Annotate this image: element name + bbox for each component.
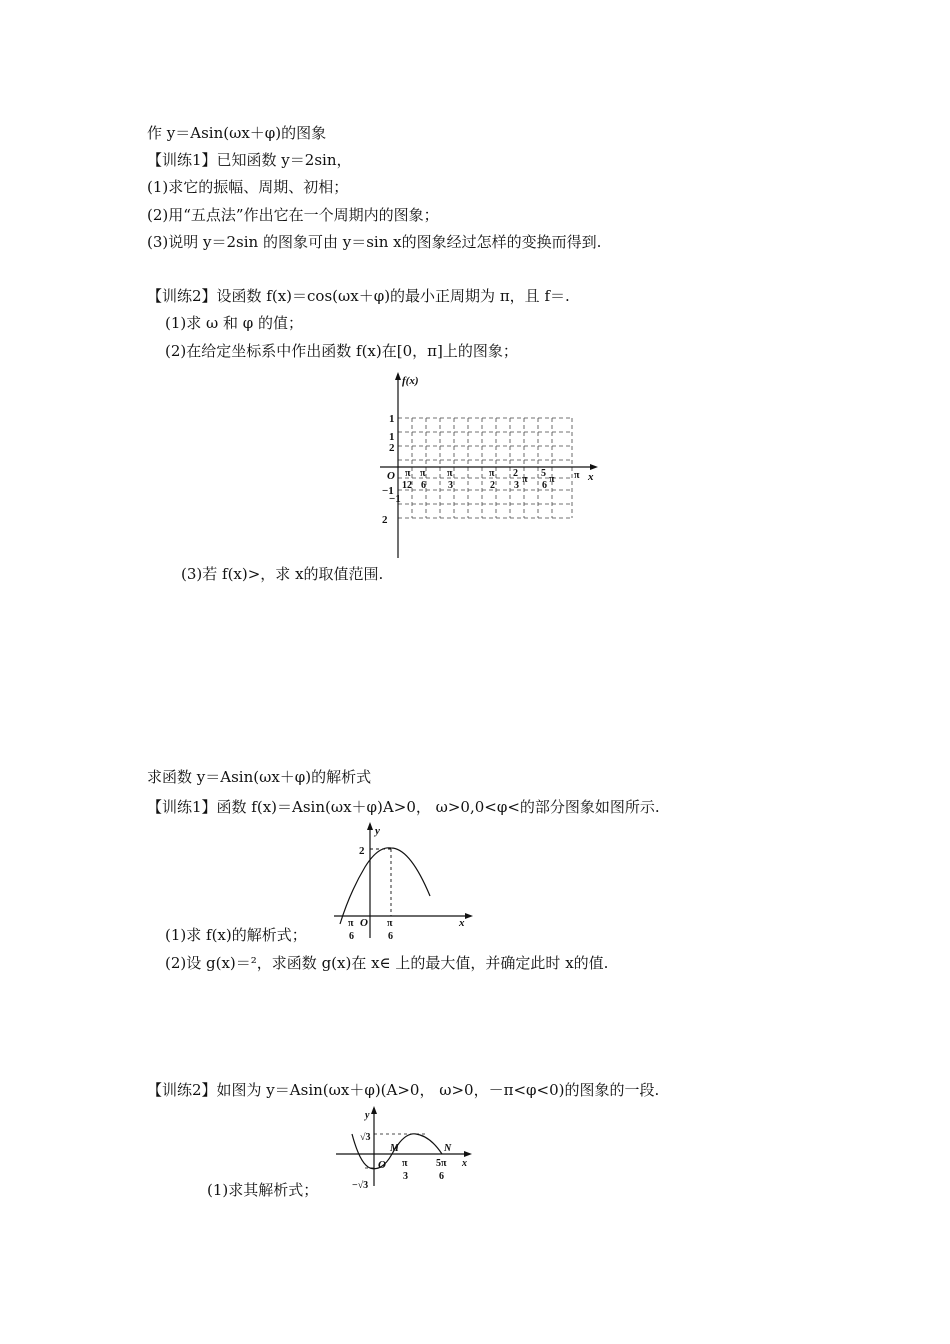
y-tick-neg-1: 2: [382, 514, 388, 526]
fig1-y-arrow: [367, 822, 373, 830]
x-tick-pi-6-bottom: 6: [421, 480, 426, 491]
fig2-x-arrow: [464, 1151, 472, 1157]
fig2-n-label-bottom: 6: [439, 1171, 444, 1182]
x-tick-2pi-3-top: 2: [513, 468, 518, 479]
axes: [380, 374, 594, 558]
x-tick-pi: π: [574, 470, 580, 481]
x-tick-pi-12-top: π: [405, 468, 411, 479]
fig1-x-arrow: [465, 913, 473, 919]
y-tick-neg-half-denominator: −1: [389, 493, 401, 505]
x-tick-pi-2-top: π: [489, 468, 495, 479]
x-axis-arrow: [590, 464, 598, 470]
x-tick-pi-2-bottom: 2: [490, 480, 495, 491]
fig2-x-label: x: [462, 1158, 467, 1169]
fig2-origin: O: [378, 1159, 386, 1171]
y-tick-1: 1: [389, 413, 395, 425]
y-axis-label: f(x): [402, 375, 419, 387]
coordinate-grid-figure: [372, 370, 604, 562]
x-axis-label: x: [588, 471, 594, 483]
y-axis-arrow: [395, 372, 401, 380]
sine-graph-figure-2: [330, 1106, 476, 1188]
x-tick-5pi-6-bottom: 6: [542, 480, 547, 491]
fig1-y-tick: 2: [359, 845, 365, 857]
section-heading-1: 作 y＝Asin(ωx＋φ)的图象: [147, 124, 327, 142]
origin-label: O: [387, 470, 395, 482]
fig2-m-label-bottom: 3: [403, 1171, 408, 1182]
x-tick-pi-12-bottom: 12: [402, 480, 412, 491]
y-tick-neg-half-numerator: −1: [382, 485, 394, 497]
x-tick-pi-3-top: π: [447, 468, 453, 479]
fig1-pos-label-bottom: 6: [388, 931, 393, 942]
exercise-4-question-1: (1)求其解析式；: [207, 1181, 319, 1199]
x-tick-pi-6-top: π: [420, 468, 426, 479]
fig2-m-label-top: π: [402, 1158, 408, 1169]
x-tick-5pi-6-pi: π: [549, 474, 555, 485]
fig2-n-label-top: 5π: [436, 1158, 447, 1169]
y-tick-half-denominator: 2: [389, 442, 395, 454]
sine-graph-figure-1: [330, 822, 476, 942]
exercise-3-question-2: (2)设 g(x)＝²，求函数 g(x)在 x∈ 上的最大值，并确定此时 x的值.: [165, 954, 609, 972]
fig1-y-label: y: [375, 825, 380, 837]
fig2-y-label: y: [365, 1110, 370, 1121]
fig2-sqrt-bottom: −√3: [352, 1180, 369, 1188]
y-tick-half-numerator: 1: [389, 431, 395, 443]
exercise-3-title: 【训练1】函数 f(x)＝Asin(ωx＋φ)A>0， ω>0,0<φ<的部分图象如图所示.: [147, 798, 660, 816]
fig2-point-m: M: [390, 1143, 399, 1154]
exercise-1-question-1: (1)求它的振幅、周期、初相；: [147, 178, 349, 196]
x-tick-5pi-6-top: 5: [541, 468, 546, 479]
section-heading-2: 求函数 y＝Asin(ωx＋φ)的解析式: [147, 768, 372, 786]
exercise-3-question-1: (1)求 f(x)的解析式；: [165, 926, 307, 944]
exercise-1-question-3: (3)说明 y＝2sin 的图象可由 y＝sin x的图象经过怎样的变换而得到.: [147, 233, 602, 251]
fig1-curve: [340, 848, 430, 924]
fig2-y-arrow: [371, 1106, 377, 1114]
x-tick-2pi-3-pi: π: [522, 474, 528, 485]
fig1-origin: O: [360, 917, 368, 929]
fig1-neg-label-top: π: [348, 918, 354, 929]
fig1-pos-label-top: π: [387, 918, 393, 929]
exercise-2-question-1: (1)求 ω 和 φ 的值；: [165, 314, 304, 332]
fig2-sqrt-top: √3: [360, 1132, 371, 1143]
exercise-2-question-2: (2)在给定坐标系中作出函数 f(x)在[0，π]上的图象；: [165, 342, 518, 360]
exercise-4-title: 【训练2】如图为 y＝Asin(ωx＋φ)(A>0， ω>0，－π<φ<0)的图象的一段.: [147, 1081, 660, 1099]
fig1-neg-label-bottom: 6: [349, 931, 354, 942]
x-tick-2pi-3-bottom: 3: [514, 480, 519, 491]
exercise-2-title: 【训练2】设函数 f(x)＝cos(ωx＋φ)的最小正周期为 π，且 f＝.: [147, 287, 570, 305]
exercise-2-question-3: (3)若 f(x)>，求 x的取值范围.: [181, 565, 384, 583]
exercise-1-title: 【训练1】已知函数 y＝2sin，: [147, 151, 352, 169]
fig2-point-n: N: [444, 1143, 452, 1154]
x-tick-pi-3-bottom: 3: [448, 480, 453, 491]
exercise-1-question-2: (2)用“五点法”作出它在一个周期内的图象；: [147, 206, 439, 224]
fig1-x-label: x: [459, 917, 465, 929]
